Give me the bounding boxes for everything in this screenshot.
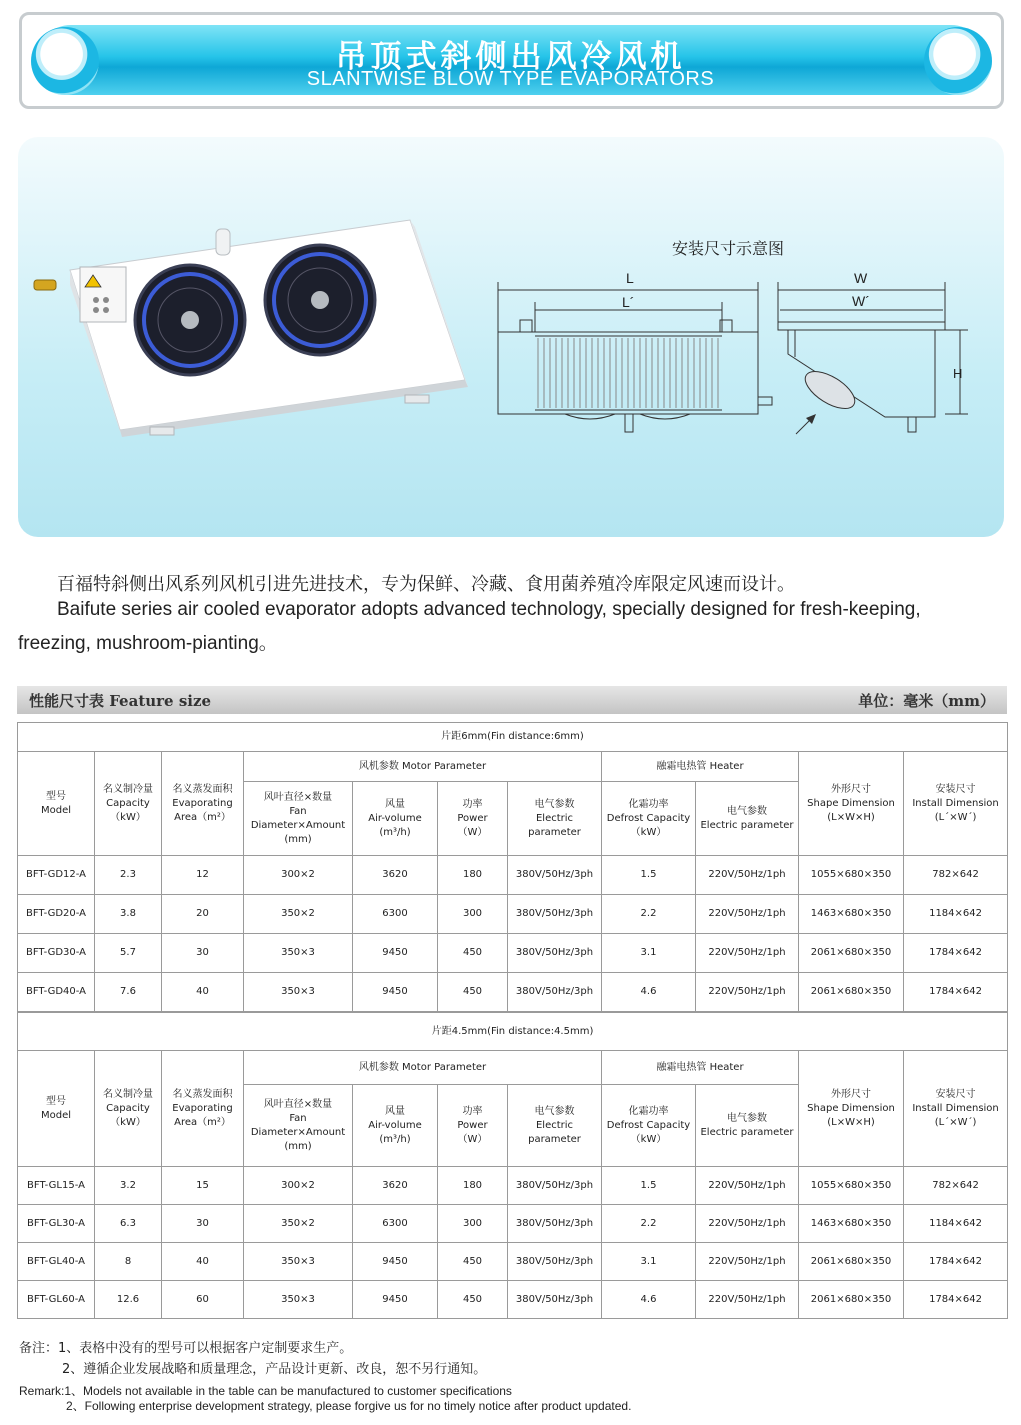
header-area: 名义蒸发面积 Evaporating Area（m²） bbox=[162, 1051, 244, 1167]
spec-table-4-5mm bbox=[17, 1012, 1008, 1319]
header-power: 功率 Power （W） bbox=[438, 1085, 508, 1167]
page-title-en: SLANTWISE BLOW TYPE EVAPORATORS bbox=[306, 68, 715, 90]
note-cn-1: 备注：1、表格中没有的型号可以根据客户定制要求生产。 bbox=[19, 1341, 353, 1356]
header-shape: 外形尺寸 Shape Dimension (L×W×H) bbox=[799, 1051, 904, 1167]
table-row: BFT-GL60-A 12.6 60 350×3 9450 450 380V/50Hz/3ph 4.6 220V/50Hz/1ph 2061×680×350 1784×642 bbox=[18, 1281, 1008, 1319]
label-W: W bbox=[854, 270, 868, 286]
intro-text-cn: 百福特斜侧出风系列风机引进先进技术，专为保鲜、冷藏、食用菌养殖冷库限定风速而设计。 bbox=[57, 574, 795, 595]
header-motor-group: 风机参数 Motor Parameter bbox=[244, 752, 602, 782]
label-H: H bbox=[953, 366, 963, 381]
header-shape: 外形尺寸 Shape Dimension (L×W×H) bbox=[799, 752, 904, 856]
header-motor-group: 风机参数 Motor Parameter bbox=[244, 1051, 602, 1085]
table-row: BFT-GL40-A 8 40 350×3 9450 450 380V/50Hz/3ph 3.1 220V/50Hz/1ph 2061×680×350 1784×642 bbox=[18, 1243, 1008, 1281]
remark-en-1: Remark:1、Models not available in the table can be manufactured to customer specifications bbox=[19, 1384, 512, 1398]
header-fan: 风叶直径×数量 Fan Diameter×Amount (mm) bbox=[244, 1085, 353, 1167]
diagram-caption: 安装尺寸示意图 bbox=[672, 239, 785, 258]
installation-dimension-diagram bbox=[490, 262, 980, 442]
table-row: BFT-GD40-A 7.6 40 350×3 9450 450 380V/50Hz/3ph 4.6 220V/50Hz/1ph 2061×680×350 1784×642 bbox=[18, 973, 1008, 1012]
section-unit: 单位：毫米（mm） bbox=[858, 692, 995, 710]
label-L-prime: L´ bbox=[622, 294, 635, 310]
header-defrost: 化霜功率 Defrost Capacity （kW） bbox=[602, 782, 696, 856]
header-heater-elec: 电气参数 Electric parameter bbox=[696, 1085, 799, 1167]
header-heater-elec: 电气参数 Electric parameter bbox=[696, 782, 799, 856]
intro-text-en-line2: freezing, mushroom-pianting。 bbox=[18, 633, 278, 654]
remark-en-2: 2、Following enterprise development strategy, please forgive us for no timely notice after product updated. bbox=[66, 1399, 632, 1413]
header-heater-group: 融霜电热管 Heater bbox=[602, 752, 799, 782]
table-row: BFT-GD12-A 2.3 12 300×2 3620 180 380V/50Hz/3ph 1.5 220V/50Hz/1ph 1055×680×350 782×642 bbox=[18, 856, 1008, 895]
header-install: 安装尺寸 Install Dimension (L´×W´) bbox=[904, 1051, 1008, 1167]
table-row: BFT-GL30-A 6.3 30 350×2 6300 300 380V/50Hz/3ph 2.2 220V/50Hz/1ph 1463×680×350 1184×642 bbox=[18, 1205, 1008, 1243]
table-row: BFT-GD20-A 3.8 20 350×2 6300 300 380V/50Hz/3ph 2.2 220V/50Hz/1ph 1463×680×350 1184×642 bbox=[18, 895, 1008, 934]
page-title-cn: 吊顶式斜侧出风冷风机 bbox=[335, 39, 686, 75]
header-model: 型号 Model bbox=[18, 752, 95, 856]
header-elec: 电气参数 Electric parameter bbox=[508, 782, 602, 856]
header-area: 名义蒸发面积 Evaporating Area（m²） bbox=[162, 752, 244, 856]
table-caption: 片距6mm(Fin distance:6mm) bbox=[18, 723, 1008, 752]
section-title: 性能尺寸表 Feature size bbox=[29, 692, 212, 710]
table-caption: 片距4.5mm(Fin distance:4.5mm) bbox=[18, 1013, 1008, 1051]
header-fan: 风叶直径×数量 Fan Diameter×Amount (mm) bbox=[244, 782, 353, 856]
header-power: 功率 Power （W） bbox=[438, 782, 508, 856]
note-cn-2: 2、遵循企业发展战略和质量理念，产品设计更新、改良，恕不另行通知。 bbox=[62, 1362, 487, 1377]
header-model: 型号 Model bbox=[18, 1051, 95, 1167]
label-L: L bbox=[626, 270, 634, 286]
intro-text-en-line1: Baifute series air cooled evaporator adopts advanced technology, specially designed for fresh-keeping, bbox=[57, 599, 921, 620]
label-W-prime: W´ bbox=[852, 293, 870, 309]
header-airvol: 风量 Air-volume (m³/h) bbox=[353, 782, 438, 856]
header-defrost: 化霜功率 Defrost Capacity （kW） bbox=[602, 1085, 696, 1167]
spec-table-6mm bbox=[17, 722, 1008, 1012]
section-bar bbox=[17, 686, 1007, 714]
header-elec: 电气参数 Electric parameter bbox=[508, 1085, 602, 1167]
table-row: BFT-GL15-A 3.2 15 300×2 3620 180 380V/50Hz/3ph 1.5 220V/50Hz/1ph 1055×680×350 782×642 bbox=[18, 1167, 1008, 1205]
header-heater-group: 融霜电热管 Heater bbox=[602, 1051, 799, 1085]
table-row: BFT-GD30-A 5.7 30 350×3 9450 450 380V/50Hz/3ph 3.1 220V/50Hz/1ph 2061×680×350 1784×642 bbox=[18, 934, 1008, 973]
header-airvol: 风量 Air-volume (m³/h) bbox=[353, 1085, 438, 1167]
header-install: 安装尺寸 Install Dimension (L´×W´) bbox=[904, 752, 1008, 856]
evaporator-product-image bbox=[30, 215, 480, 445]
header-capacity: 名义制冷量 Capacity （kW） bbox=[95, 752, 162, 856]
header-capacity: 名义制冷量 Capacity （kW） bbox=[95, 1051, 162, 1167]
